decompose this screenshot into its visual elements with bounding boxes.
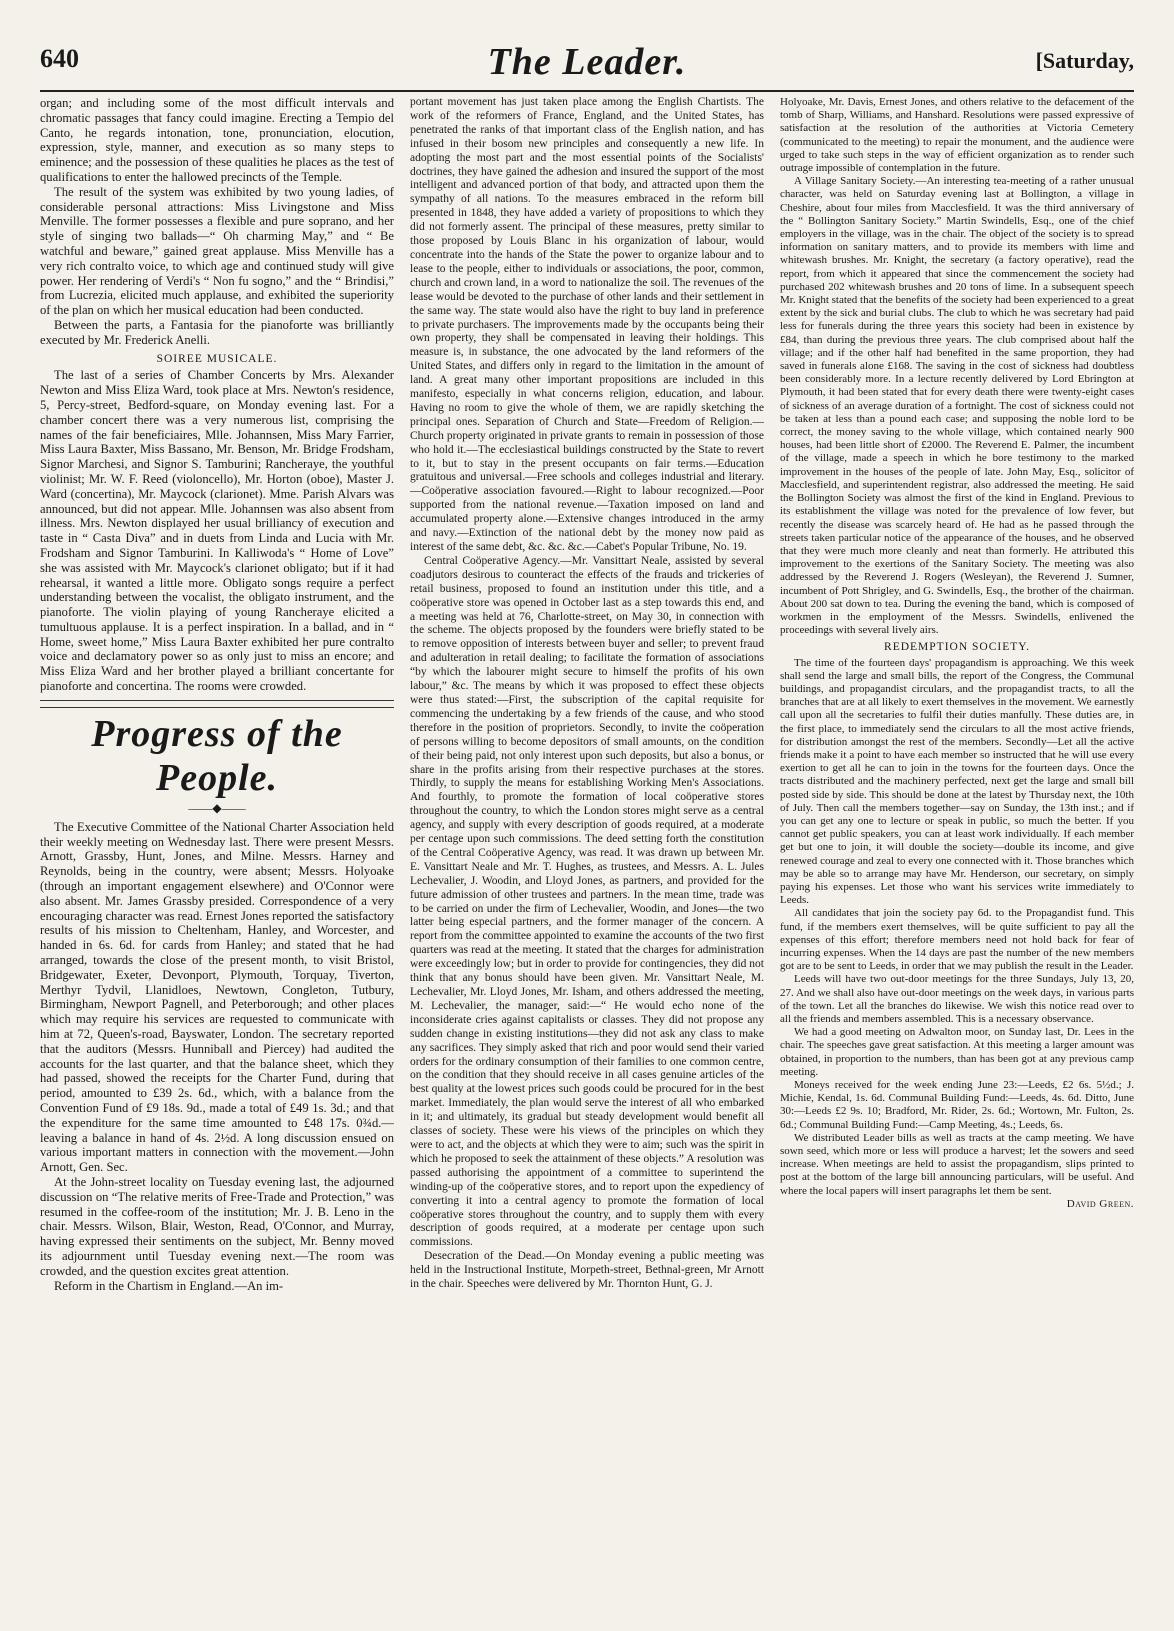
paragraph: The result of the system was exhibited by two young ladies, of considerable personal attractions: Miss Livingstone and Miss Menville. The former possesses a flexible and pure soprano, and her style of singing two ballads—“ Oh charming May,” and “ Be watchful and beware,” gained great applause. Miss Menville has a very rich contralto voice, to which age and continued study will give power. Her rendering of Verdi's “ Non fu sogno,” and the “ Brindisi,” from Lucrezia, elicited much applause, and exhibited the superiority of the plan on which her musical education had been conducted.	[40, 184, 394, 318]
paragraph: We had a good meeting on Adwalton moor, on Sunday last, Dr. Lees in the chair. The speeches gave great satisfaction. At this meeting a larger amount was obtained, in proportion to the numbers, than has been got at any previous camp meeting.	[780, 1026, 1134, 1078]
column-2	[410, 96, 764, 1616]
paragraph: At the John-street locality on Tuesday evening last, the adjourned discussion on “The relative merits of Free-Trade and Protection,” was resumed in the coffee-room of the institution; Mr. J. B. Leno in the chair. Messrs. Wilson, Blair, Weston, Read, O'Connor, and Murray, having expressed their sentiments on the subject, Mr. Benny moved its adjournment until Tuesday evening next.—The room was crowded, and the question excites great attention.	[40, 1175, 394, 1278]
article-columns	[40, 96, 1134, 1616]
paragraph: Between the parts, a Fantasia for the pianoforte was brilliantly executed by Mr. Frederick Anelli.	[40, 317, 394, 347]
paragraph: portant movement has just taken place among the English Chartists. The work of the reformers of France, England, and the United States, has penetrated the ranks of that important class of the English nation, and has infused in their bosom new principles and consequently a new life. In adopting the most part and the most essential points of the Socialists' doctrines, they have gained the adhesion and insured the support of the most intelligent and advanced portion of that body, and attracted upon them the sympathy of all nations. To the measures embraced in the reform bill presented in 1848, they have added a variety of propositions to which they did not formerly assent. The principal of these measures, pretty similar to those proposed by Louis Blanc in his organization of labour, would concentrate into the hands of the State the power to organize labour and to lease to the people, either to individuals or associations, the poor, common, church and crown land, in a word to nationalize the soil. The revenues of the lease would be devoted to the purchase of other lands and their settlement in the same way. The state would also have the right to buy land in preference to private purchasers. The improvements made by the occupants being their own property, they shall be compensated in leaving their holdings. This measure is, in substance, the one advocated by the land reformers of the United States, and differs only in regard to the limitation in the amount of land. A great many other important propositions are included in this manifesto, especially in what concerns religion, education, and labour. Having no room to give the whole of them, we are rapidly sketching the principal ones. Separation of Church and State—Freedom of Religion.—Church property originated in private grants to remain in possession of those who hold it.—The ecclesiastical buildings constructed by the State to revert to it, but to stay in the present occupants on fair terms.—Education gratuitous and universal.—Free schools and colleges industrial and literary.—Coöperative association favoured.—Right to labour recognized.—Poor supported from the national revenue.—Taxation imposed on land and accumulated property alone.—Extensive changes introduced in the army and navy.—Extinction of the national debt by the money now paid as interest of the same debt, &c. &c. &c.—Cabet's Popular Tribune, No. 19.	[410, 96, 764, 553]
paragraph: Leeds will have two out-door meetings for the three Sundays, July 13, 20, 27. And we shall also have out-door meetings on the week days, in various parts of the town. Let all the branches do likewise. We wish this notice read over to all the friends and members assembled. This is a necessary observance.	[780, 973, 1134, 1026]
signature: David Green.	[1066, 1197, 1134, 1210]
paragraph: Central Coöperative Agency.—Mr. Vansittart Neale, assisted by several coadjutors desirous to counteract the effects of the frauds and trickeries of retail business, proposed to found an institution under this title, and a coöperative store was opened in October last as a step towards this end, and a meeting was held at 76, Charlotte-street, on May 30, in connection with the scheme. The objects proposed by the founders were briefly stated to be to remove opposition of interests between buyer and seller; to prevent fraud and adulteration in retail dealing; to facilitate the formation of associations “by which the labourer might secure to himself the profits of his own labour,” &c. The means by which it was proposed to effect these objects were thus stated:—First, the subscription of the capital requisite for commencing the undertaking by a few friends of the cause, and who stood therefore in the position of proprietors. Secondly, to invite the coöperation of persons willing to become depositors of small amounts, on the condition of their being paid, not only interest upon such deposits, but also a bonus, or share in the profits arising from their respective purchases at the stores. Thirdly, to supply the means for establishing Working Men's Associations. And fourthly, to promote the formation of local coöperative stores throughout the country, to which the London stores might serve as a central agency, and supply with every description of goods required, at a moderate per centage upon such commissions. The deed setting forth the constitution of the Central Coöperative Agency, was read. It was drawn up between Mr. E. Vansittart Neale and Mr. T. Hughes, as trustees, and Messrs. A. L. Jules Lechevalier, J. Woodin, and Lloyd Jones, as partners, and provided for the future admission of other trustees and partners. In the mean time, trade was to be carried on under the firm of Lechevalier, Woodin, and Jones—the two latter being especial partners, and the former manager of the concern. A report from the committee appointed to examine the accounts of the two first quarters was read at the meeting. It stated that the charges for administration were exceedingly low; but in order to provide for contingencies, they did not think that any bonus should have been given. Mr. Vansittart Neale, M. Lechevalier, Mr. Lloyd Jones, Mr. Isham, and others addressed the meeting, M. Lechevalier, the manager, said:—“ He would echo none of the inconsiderate cries against capitalists or classes. They did not propose any sudden change in existing institutions—they did not ask any class to make any sacrifices. They simply asked that rich and poor would send their varied orders for the ordinary consumption of their families to one common centre, on the condition that they should receive in all cases genuine articles of the best quality at the lowest prices such goods could be procured for in the best market. Immediately, the plan would serve the interest of all who embarked in it; and ultimately, its gradual but steady development would benefit all classes of society. These were his views of the principles on which they were to act, and the objects at which they were to aim; such was the spirit in which he proposed to seek the attainment of these objects.” A resolution was passed authorising the appointment of a committee to superintend the winding-up of the coöperative stores, and to report upon the expediency of converting it into a central agency to promote the formation of local coöperative stores throughout the country, and to supply them with every description of goods required, at a moderate per centage upon such commissions.	[410, 554, 764, 1249]
divider	[40, 700, 394, 708]
paragraph: We distributed Leader bills as well as tracts at the camp meeting. We have sown seed, which more or less will produce a harvest; let the sowers and seed increase. When meetings are held to assist the propagandism, slips printed to post at the bottom of the large bill announcing particulars, will be useful. And where the local papers will insert paragraphs let them be sent.	[780, 1131, 1134, 1197]
paragraph: organ; and including some of the most difficult intervals and chromatic passages that fancy could imagine. Erecting a Tempio del Canto, he regards intonation, tone, pronunciation, elocution, expression, style, manner, and execution as so many steps to eminence; and the possession of these qualities he places as the test of qualifications to enter the hallowed precincts of the Temple.	[40, 96, 394, 184]
masthead	[40, 40, 1134, 92]
paragraph: Holyoake, Mr. Davis, Ernest Jones, and others relative to the defacement of the tomb of Sharp, Williams, and Hanshard. Resolutions were passed expressive of satisfaction at the resolution of the authorities at Victoria Cemetery (communicated to the meeting) to repair the monument, and the audience were urged to take such steps in the way of efficient organization as to render such outrage impossible of contemplation in the future.	[780, 96, 1134, 175]
issue-day: [Saturday,	[1035, 48, 1134, 73]
paragraph: The last of a series of Chamber Concerts by Mrs. Alexander Newton and Miss Eliza Ward, took place at Mrs. Newton's residence, 5, Percy-street, Bedford-square, on Monday evening last. For a chamber concert there was a very numerous list, comprising the names of the fair beneficiaires, Mlle. Johannsen, Miss Mary Farrier, Miss Laura Baxter, Miss Bassano, Mr. Benson, Mr. Bridge Frodsham, Signor Marchesi, and Signor S. Tamburini; Rancheraye, the youthful violinist; Mr. W. F. Reed (violoncello), Mr. Horton (oboe), Master J. Ward (concertina), Mr. Maycock (clarionet). Mme. Parish Alvars was announced, but did not appear. Mlle. Johannsen was also absent from illness. Mrs. Newton displayed her usual brilliancy of execution and taste in “ Casta Diva” and in duets from Linda and Lucia with Mr. Frodsham and Signor Tamburini. In Kalliwoda's “ Home of Love” she was assisted with Mr. Maycock's clarionet obligato; but if it had rehearsal, it wanted a little more. Obligato songs require a perfect understanding between the vocalist, the obligato instrument, and the pianoforte. The violin playing of young Rancheraye elicited a tumultuous applause. It is a perfect inspiration. In a ballad, and in “ Home, sweet home,” Miss Laura Baxter exhibited her pure contralto voice and declamatory power so as only just to miss an encore; and Miss Eliza Ward and her brother played a brilliant concertante for pianoforte and concertina. The rooms were crowded.	[40, 368, 394, 694]
paragraph: Moneys received for the week ending June 23:—Leeds, £2 6s. 5½d.; J. Michie, Kendal, 1s. 6d. Communal Building Fund:—Leeds, 4s. 6d. Ditto, June 30:—Leeds £2 9s. 10; Bradford, Mr. Rider, 2s. 6d.; Wortown, Mr. Fulton, 2s. 6d.; Communal Building Fund:—Camp Meeting, 4s.; Leeds, 6s.	[780, 1079, 1134, 1131]
page-number: 640	[40, 44, 79, 73]
paragraph: All candidates that join the society pay 6d. to the Propagandist fund. This fund, if the members exert themselves, will be quite sufficient to pay all the expenses of this effort; therefore members need not hold back for fear of incurring expenses. When the 14 days are past the number of the new members got are to be sent to Leeds, in order that we may publish the result in the Leader.	[780, 907, 1134, 973]
paragraph: The Executive Committee of the National Charter Association held their weekly meeting on Wednesday last. There were present Messrs. Arnott, Grassby, Hunt, Jones, and Milne. Messrs. Harney and Reynolds, being in the country, were absent; Messrs. Holyoake (through an important engagement elsewhere) and O'Connor were also absent. Mr. James Grassby presided. Correspondence of a very encouraging character was read. Ernest Jones reported the satisfactory results of his mission to Cheltenham, Hanley, and Worcester, and handed in 6s. 6d. for cards from Hanley; and stated that he had arranged, towards the close of the present month, to visit Bristol, Bridgewater, Exeter, Devonport, Plymouth, Torquay, Tiverton, Merthyr Tydvil, Llanidloes, Newtown, Congleton, Tutbury, Birmingham, Newport Pagnell, and Peterborough; and other places which may require his services are requested to communicate with him at 72, Queen's-road, Bayswater, London. The secretary reported that the auditors (Messrs. Hunniball and Piercey) had audited the accounts for the last quarter, and that the balance sheet, which they had passed, showed the receipts for the Charter Fund, during that period, amounted to £39 2s. 6d., which, with a balance from the Convention Fund of £9 18s. 9d., made a total of £49 1s. 3d.; and that the expenditure for the same time amounted to £48 17s. 0¾d.—leaving a balance in hand of 4s. 2½d. A long discussion ensued on various important matters in connection with the movement.—John Arnott, Gen. Sec.	[40, 819, 394, 1175]
section-heading-redemption: REDEMPTION SOCIETY.	[884, 641, 1030, 654]
column-3	[780, 96, 1134, 1616]
ornament-divider: ——◆——	[188, 800, 246, 815]
section-title-progress: Progress of the People.	[91, 712, 343, 799]
paragraph: A Village Sanitary Society.—An interesting tea-meeting of a rather unusual character, was held on Saturday evening last at Bollington, a village in Cheshire, about four miles from Macclesfield. It was the third anniversary of the “ Bollington Sanitary Society.” Martin Swindells, Esq., one of the chief employers in the village, was in the chair. The object of the society is to spread information on sanitary matters, and to provide its members with lime and whitewash brushes. Mr. Knight, the secretary (a factory operative), read the report, from which it appeared that since the commencement the society had purchased 202 whitewash brushes and 20 tons of lime. In a subsequent speech Mr. Knight stated that the benefits of the society had been experienced to a great extent by the sick and burial clubs. The club to which he was secretary had paid less for funerals during the three years this society had been in existence by £84, than during the previous three years. The club comprised about half the village; and if the other half had benefited in the same proportion, they had saved in funerals alone £168. The saving in the cost of sickness had doubtless been considerably more. In a lecture recently delivered by Lord Ebrington at Plymouth, it had been stated that for every death there were twenty-eight cases of sickness of an average duration of a fortnight. The cost of sickness could not be taken at less than a pound each case; and supposing the noble lord to be correct, the money saving to the whole village, which contained nearly 900 houses, had been little short of £2000. The Reverend E. Palmer, the incumbent of the village, made a speech in which he bore testimony to the marked improvement in the houses of the people of late. John May, Esq., solicitor of Macclesfield, and superintendent registrar, also addressed the meeting. He said the Bollington Society was almost the first of the kind in England. Previous to its establishment the village was noted for the prevalence of low fever, but recently the disease was scarcely heard of. He had as he passed through the streets taken particular notice of the appearance of the houses, and he observed that they were much more cleanly and neat than formerly. He attributed this improvement to the exertions of the Sanitary Society. The meeting was also addressed by the Reverend J. Rogers (Wesleyan), the Reverend J. Sumner, incumbent of Pott Shrigley, and G. Swindells, Esq., the brother of the chairman. About 200 sat down to tea. During the evening the band, which is composed of workmen in the employment of the Messrs. Swindells, enlivened the proceedings with several lively airs.	[780, 175, 1134, 637]
column-1	[40, 96, 394, 1616]
paragraph: Desecration of the Dead.—On Monday evening a public meeting was held in the Instructional Institute, Morpeth-street, Bethnal-green, Mr Arnott in the chair. Speeches were delivered by Mr. Thornton Hunt, G. J.	[410, 1250, 764, 1291]
paragraph: Reform in the Chartism in England.—An im-	[54, 1278, 284, 1293]
newspaper-title: The Leader.	[487, 41, 687, 83]
section-heading-soiree: SOIREE MUSICALE.	[156, 352, 278, 365]
paragraph: The time of the fourteen days' propagandism is approaching. We this week shall send the large and small bills, the report of the Congress, the Communal buildings, and propagandist circulars, and the propagandist tracts, to all the branches that are at all likely to exert themselves in the movement. We earnestly call upon all the secretaries to fulfil their duties manfully. These duties are, in the first place, to immediately send the circulars to all the most active friends, for distribution amongst the rest of the members. Secondly—Let all the active friends make it a point to have each member so instructed that he will use every exertion to get all he can to join in the towns for the fourteen days. Once the tracts distributed and the machinery perfected, next get the large and small bill posted side by side. This should be done at the latest by Thursday next, the 10th of July. Then call the members together—say on Sunday, the 13th inst.; and if you can get any one to lecture or speak in public, so much the better. If you cannot get public speakers, you can at least work individually. If each member get but one to join, it will double the society—double its income, and give renewed courage and zeal to every one connected with it. Those branches which may be able so to arrange may have Mr. Henderson, our secretary, on simply paying his expenses. Let those who want his services write immediately to Leeds.	[780, 656, 1134, 907]
